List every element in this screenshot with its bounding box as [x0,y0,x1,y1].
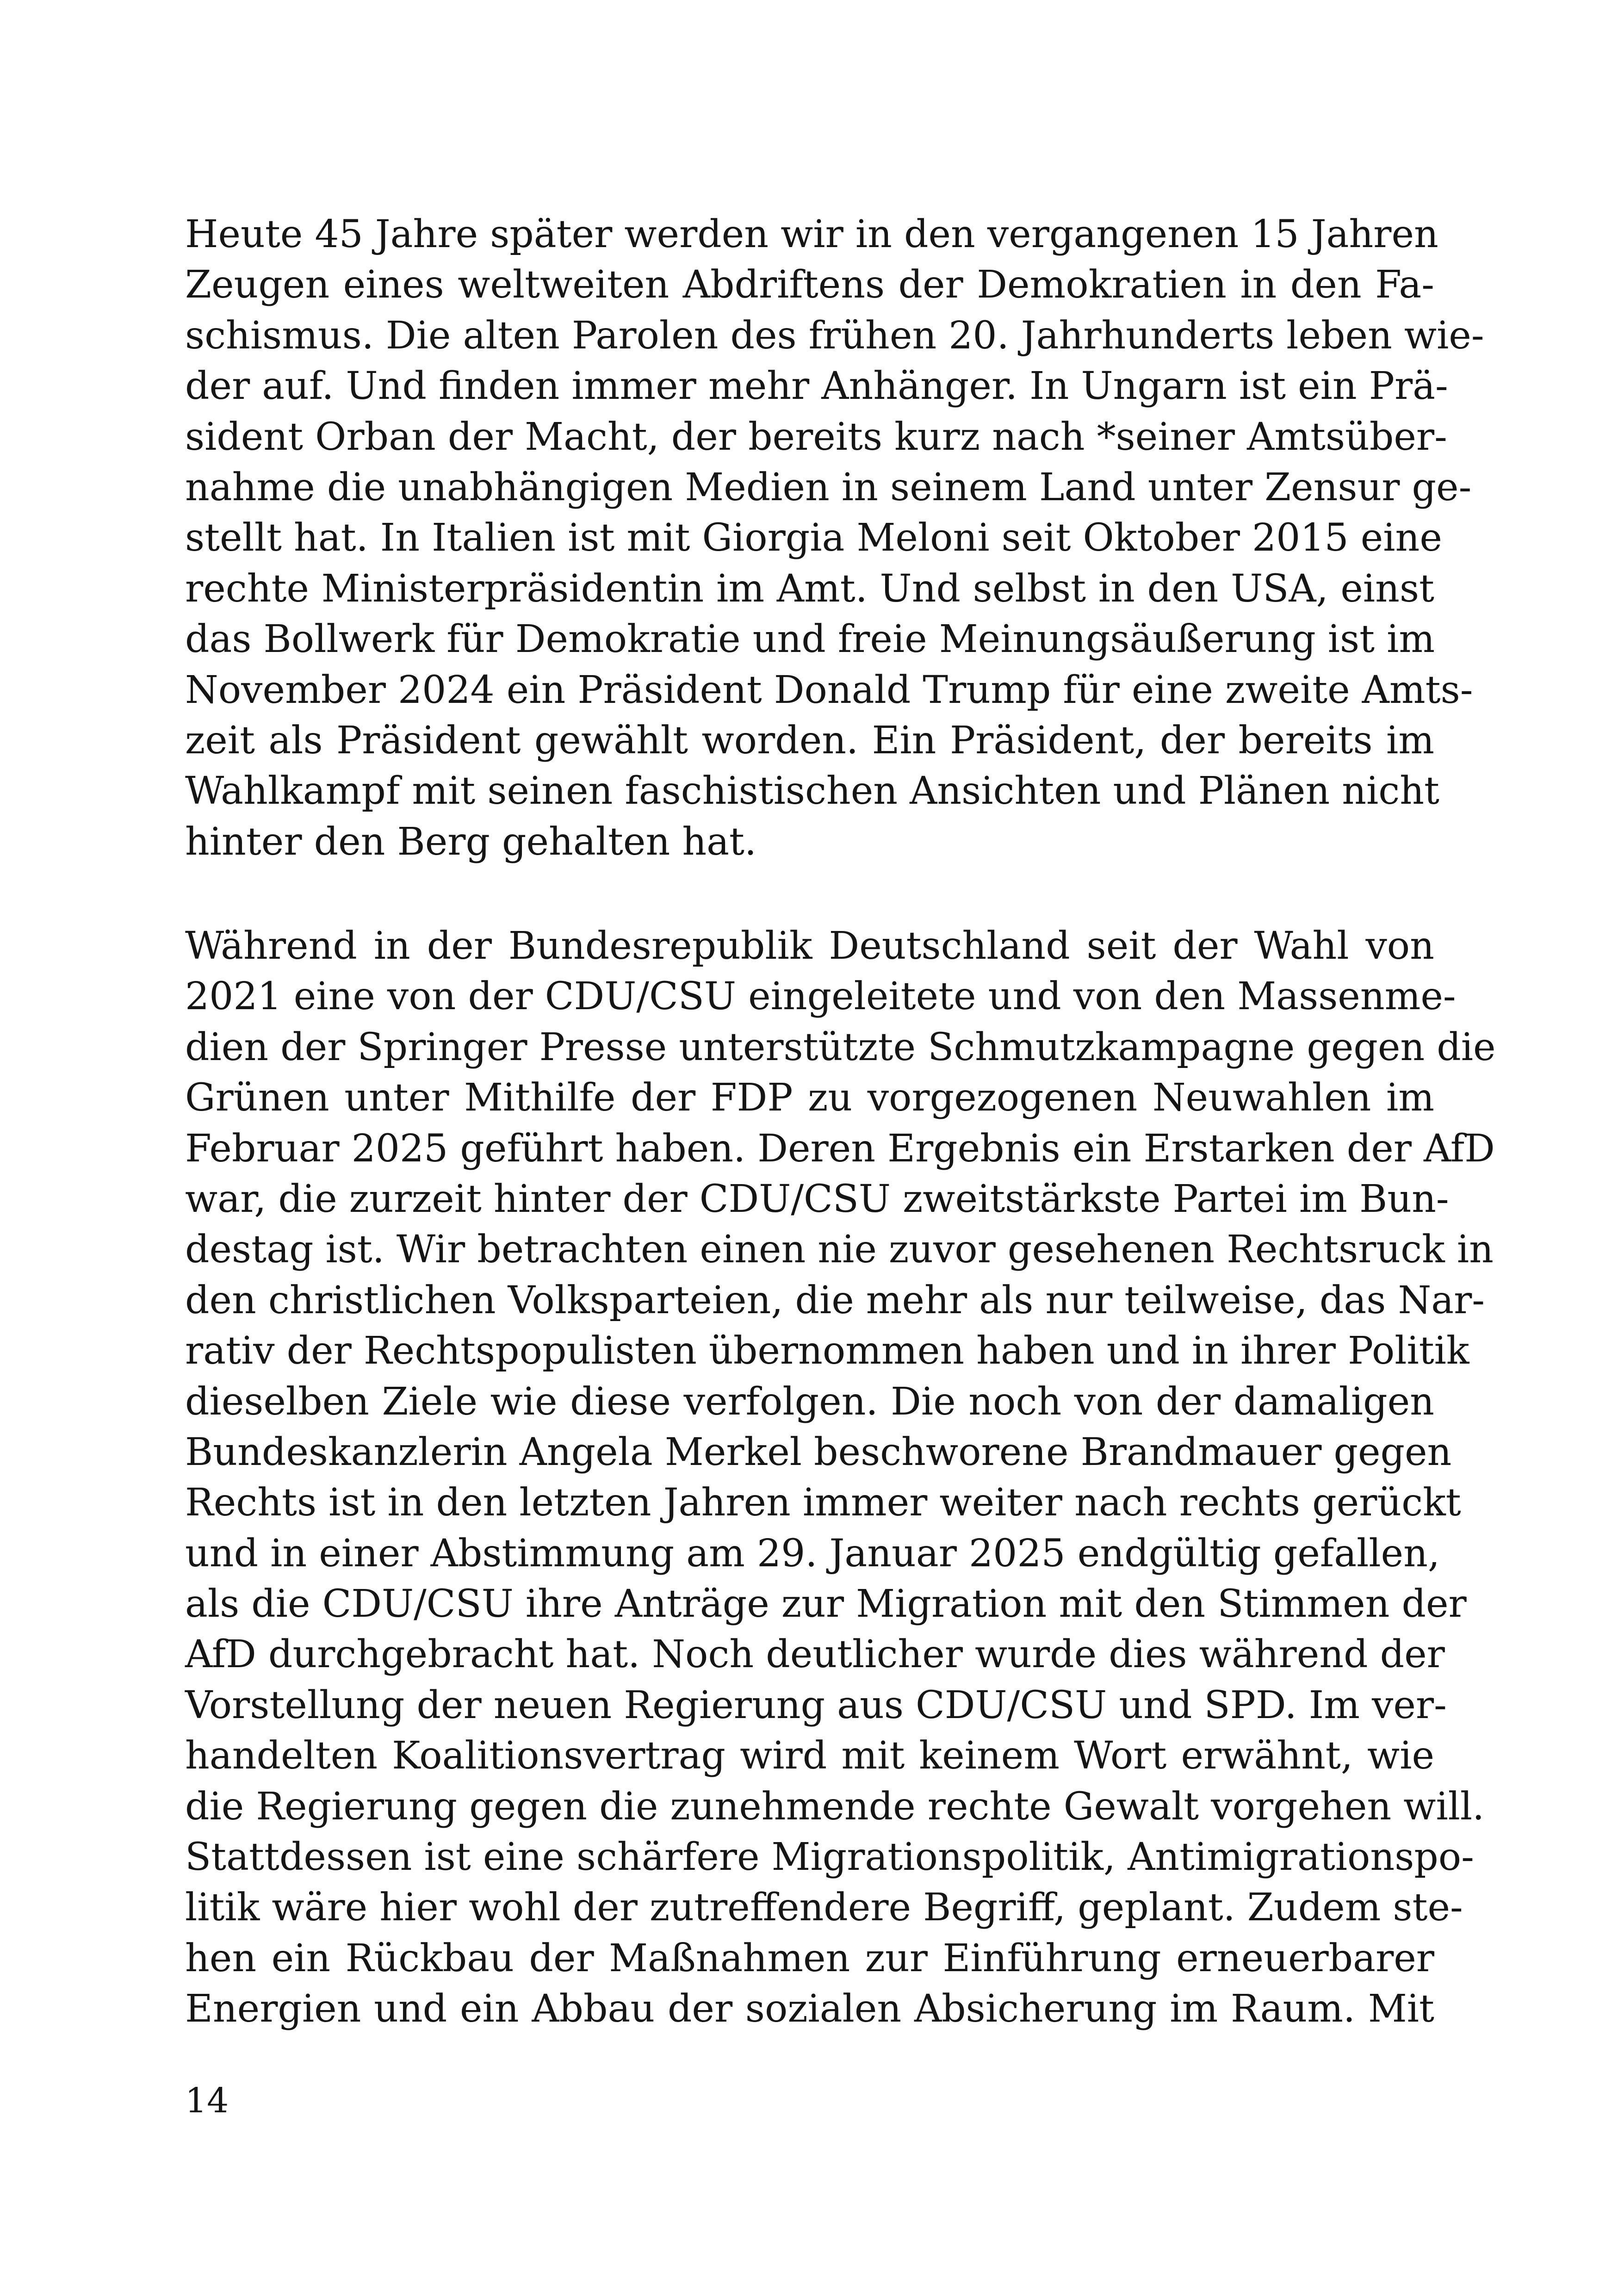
page-number: 14 [185,2081,229,2121]
text-line: der auf. Und finden immer mehr Anhänger. In Ungarn ist ein Prä- [185,364,1448,409]
text-line: den christlichen Volksparteien, die mehr als nur teilweise, das Nar- [185,1278,1485,1322]
text-line: 2021 eine von der CDU/CSU eingeleitete und von den Massenme- [185,974,1456,1019]
text-line: die Regierung gegen die zunehmende rechte Gewalt vorgehen will. [185,1784,1485,1829]
text-line: war, die zurzeit hinter der CDU/CSU zweitstärkste Partei im Bun- [185,1177,1449,1221]
text-line: Rechts ist in den letzten Jahren immer weiter nach rechts gerückt [185,1481,1461,1525]
paragraph-2 [185,921,1496,2035]
text-line: dien der Springer Presse unterstützte Schmutzkampagne gegen die [185,1025,1496,1069]
text-line: Energien und ein Abbau der sozialen Absicherung im Raum. Mit [185,1987,1434,2031]
text-line: Während in der Bundesrepublik Deutschland seit der Wahl von [185,924,1434,968]
text-line: das Bollwerk für Demokratie und freie Meinungsäußerung ist im [185,617,1435,662]
text-line: litik wäre hier wohl der zutreffendere Begriff, geplant. Zudem ste- [185,1886,1463,1930]
text-line: November 2024 ein Präsident Donald Trump für eine zweite Amts- [185,668,1473,712]
text-line: schismus. Die alten Parolen des frühen 20. Jahrhunderts leben wie- [185,313,1484,358]
text-line: handelten Koalitionsvertrag wird mit keinem Wort erwähnt, wie [185,1734,1434,1778]
text-line: stellt hat. In Italien ist mit Giorgia Meloni seit Oktober 2015 eine [185,516,1442,560]
text-line: nahme die unabhängigen Medien in seinem Land unter Zensur ge- [185,465,1472,509]
text-line: hinter den Berg gehalten hat. [185,819,757,864]
text-line: als die CDU/CSU ihre Anträge zur Migration mit den Stimmen der [185,1582,1467,1626]
text-line: sident Orban der Macht, der bereits kurz nach *seiner Amtsüber- [185,415,1447,459]
text-line: zeit als Präsident gewählt worden. Ein Präsident, der bereits im [185,718,1434,763]
text-line: hen ein Rückbau der Maßnahmen zur Einführung erneuerbarer [185,1936,1434,1980]
text-line: Februar 2025 geführt haben. Deren Ergebnis ein Erstarken der AfD [185,1126,1495,1171]
text-line: Vorstellung der neuen Regierung aus CDU/CSU und SPD. Im ver- [185,1683,1447,1727]
text-line: und in einer Abstimmung am 29. Januar 2025 endgültig gefallen, [185,1531,1440,1576]
text-line: rativ der Rechtspopulisten übernommen haben und in ihrer Politik [185,1329,1469,1373]
text-line: Grünen unter Mithilfe der FDP zu vorgezogenen Neuwahlen im [185,1076,1434,1120]
text-line: rechte Ministerpräsidentin im Amt. Und selbst in den USA, einst [185,566,1434,611]
text-line: Heute 45 Jahre später werden wir in den vergangenen 15 Jahren [185,212,1438,256]
text-line: destag ist. Wir betrachten einen nie zuvor gesehenen Rechtsruck in [185,1228,1494,1272]
text-line: dieselben Ziele wie diese verfolgen. Die noch von der damaligen [185,1379,1434,1424]
paragraph-1 [185,209,1484,867]
text-line: AfD durchgebracht hat. Noch deutlicher wurde dies während der [185,1632,1445,1677]
text-line: Zeugen eines weltweiten Abdriftens der Demokratien in den Fa- [185,263,1434,307]
text-line: Wahlkampf mit seinen faschistischen Ansichten und Plänen nicht [185,769,1439,813]
text-line: Bundeskanzlerin Angela Merkel beschworene Brandmauer gegen [185,1430,1452,1474]
text-line: Stattdessen ist eine schärfere Migrationspolitik, Antimigrationspo- [185,1835,1474,1880]
